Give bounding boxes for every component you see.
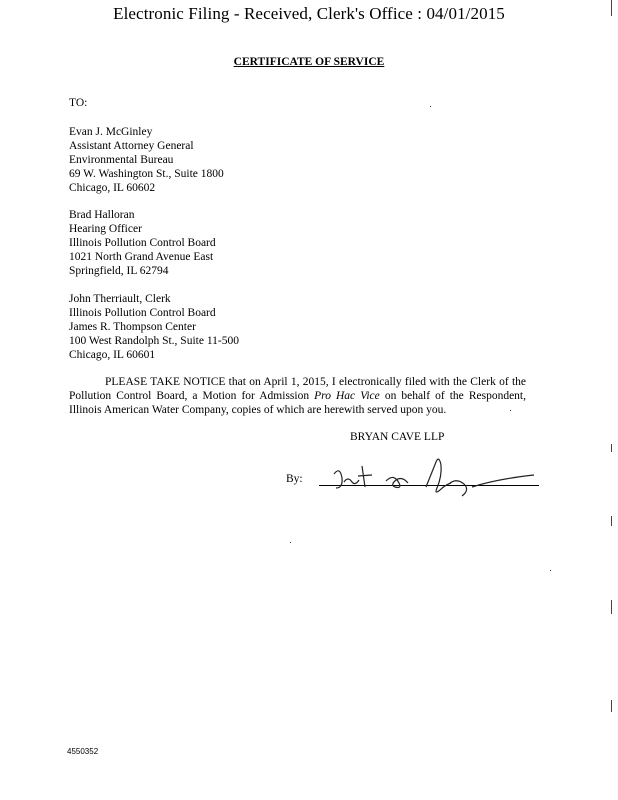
recipient-line: Springfield, IL 62794 bbox=[69, 265, 169, 277]
notice-text-part1: PLEASE TAKE NOTICE that on April 1, 2015, I electronically filed with the Clerk of the Pollution Control Board, a Motion for Admission bbox=[69, 376, 526, 402]
recipient-line: Illinois Pollution Control Board bbox=[69, 307, 216, 319]
to-label: TO: bbox=[69, 97, 88, 109]
recipient-line: John Therriault, Clerk bbox=[69, 293, 171, 305]
recipient-line: Evan J. McGinley bbox=[69, 126, 153, 138]
scan-speck bbox=[290, 542, 291, 543]
firm-name: BRYAN CAVE LLP bbox=[350, 431, 445, 443]
recipient-line: Illinois Pollution Control Board bbox=[69, 237, 216, 249]
scan-edge-mark bbox=[611, 700, 612, 712]
scan-edge-mark bbox=[611, 444, 612, 452]
recipient-block-1 bbox=[69, 125, 224, 195]
recipient-line: 1021 North Grand Avenue East bbox=[69, 251, 214, 263]
filing-header: Electronic Filing - Received, Clerk's Office : 04/01/2015 bbox=[113, 4, 505, 23]
recipient-line: Brad Halloran bbox=[69, 209, 135, 221]
scan-speck bbox=[550, 570, 551, 571]
notice-text-part2: on behalf of the Respondent, Illinois American Water Company, copies of which are herewith served upon you. bbox=[69, 390, 526, 416]
by-label: By: bbox=[286, 473, 303, 485]
scan-speck bbox=[510, 410, 511, 411]
recipient-block-3 bbox=[69, 292, 239, 362]
recipient-line: 100 West Randolph St., Suite 11-500 bbox=[69, 335, 239, 347]
document-title: CERTIFICATE OF SERVICE bbox=[233, 56, 385, 68]
scan-speck bbox=[430, 106, 431, 107]
recipient-line: Assistant Attorney General bbox=[69, 140, 194, 152]
scan-edge-mark bbox=[611, 516, 612, 526]
handwritten-signature bbox=[322, 452, 542, 497]
recipient-block-2 bbox=[69, 208, 216, 278]
notice-text-italic: Pro Hac Vice bbox=[314, 390, 380, 402]
scan-edge-mark bbox=[611, 600, 612, 614]
document-number: 4550352 bbox=[67, 747, 99, 756]
recipient-line: Chicago, IL 60601 bbox=[69, 349, 156, 361]
recipient-line: 69 W. Washington St., Suite 1800 bbox=[69, 168, 224, 180]
recipient-line: Hearing Officer bbox=[69, 223, 142, 235]
notice-paragraph bbox=[69, 375, 526, 417]
recipient-line: James R. Thompson Center bbox=[69, 321, 196, 333]
recipient-line: Environmental Bureau bbox=[69, 154, 174, 166]
recipient-line: Chicago, IL 60602 bbox=[69, 182, 156, 194]
scan-edge-mark bbox=[611, 0, 612, 16]
